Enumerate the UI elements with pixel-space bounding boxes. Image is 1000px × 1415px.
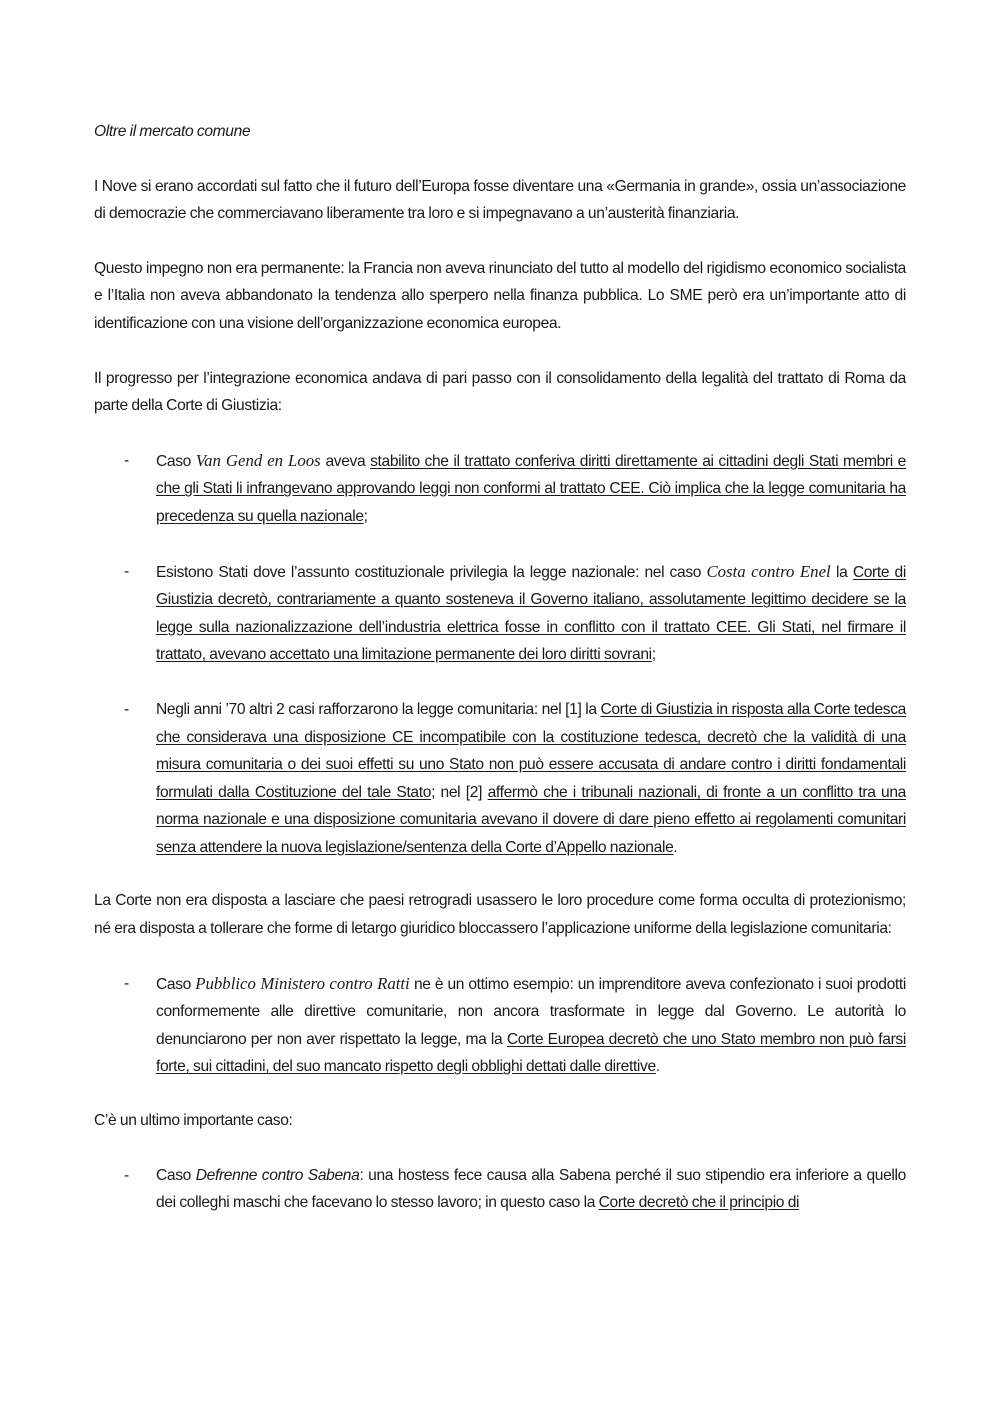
paragraph-2: Questo impegno non era permanente: la Francia non aveva rinunciato del tutto al modello del rigidismo economico socialista e l’Italia non aveva abbandonato la tendenza allo sperpero nella finanza pubblica. Lo SME però era un’importante atto di identificazione con una visione dell’organizzazione economica europea. bbox=[94, 259, 906, 332]
list-dash: - bbox=[124, 974, 129, 992]
underlined-text: stabilito che il trattato conferiva diritti direttamente ai cittadini degli Stati membri e che gli Stati li infrangevano approvando leggi non conformi al trattato CEE. Ciò implica che la legge comunitaria ha precedenza su quella nazionale bbox=[156, 452, 906, 525]
underlined-text: Corte di Giustizia decretò, contrariamente a quanto sosteneva il Governo italiano, assolutamente legittimo decidere se la legge sulla nazionalizzazione dell’industria elettrica fosse in conflitto con il trattato CEE. Gli Stati, nel firmare il trattato, avevano accettato una limitazione permanente dei loro diritti sovrani bbox=[156, 563, 906, 664]
defrenne-case-list bbox=[94, 1162, 906, 1217]
list-item-costa-enel bbox=[94, 558, 906, 669]
list-item-ratti bbox=[94, 970, 906, 1081]
case-name: Defrenne contro Sabena bbox=[195, 1166, 360, 1184]
underlined-text: affermò che i tribunali nazionali, di fronte a un conflitto tra una norma nazionale e una disposizione comunitaria avevano il dovere di dare pieno effetto ai regolamenti comunitari senza attendere la nuova legislazione/sentenza della Corte d’Appello nazionale bbox=[156, 783, 906, 856]
item-text: Caso bbox=[156, 452, 196, 470]
item-text: aveva bbox=[320, 452, 371, 470]
item-text: Esistono Stati dove l’assunto costituzionale privilegia la legge nazionale: nel caso bbox=[156, 563, 707, 581]
item-text: ne è un ottimo esempio: un imprenditore aveva confezionato i suoi prodotti conformemente alle direttive comunitarie, non ancora trasformate in legge dal Governo. Le autorità lo denunciarono per non aver rispettato la legge, ma la bbox=[156, 975, 906, 1048]
list-dash: - bbox=[124, 451, 129, 469]
underlined-text: Corte decretò che il principio di bbox=[598, 1194, 800, 1212]
item-text: ; bbox=[651, 646, 656, 664]
list-dash: - bbox=[124, 1166, 129, 1184]
section-heading: Oltre il mercato comune bbox=[94, 123, 251, 140]
underlined-text: Corte Europea decretò che uno Stato membro non può farsi forte, sui cittadini, del suo mancato rispetto degli obblighi dettati dalle direttive bbox=[156, 1030, 906, 1076]
item-text: Negli anni ’70 altri 2 casi rafforzarono la legge comunitaria: nel [1] la bbox=[156, 700, 601, 718]
ratti-case-list bbox=[94, 970, 906, 1081]
item-text: ; bbox=[363, 507, 368, 525]
item-text: . bbox=[655, 1058, 660, 1076]
list-dash: - bbox=[124, 700, 129, 718]
document-page bbox=[94, 118, 906, 1243]
list-item-van-gend bbox=[94, 447, 906, 531]
paragraph-1: I Nove si erano accordati sul fatto che il futuro dell’Europa fosse diventare una «Germania in grande», ossia un’associazione di democrazie che commerciavano liberamente tra loro e si impegnavano a un’austerità finanziaria. bbox=[94, 177, 906, 223]
underlined-text: Corte di Giustizia in risposta alla Corte tedesca che considerava una disposizione CE incompatibile con la costituzione tedesca, decretò che la validità di una misura comunitaria o dei suoi effetti su uno Stato non può essere accusata di andare contro i diritti fondamentali formulati dalla Costituzione del tale Stato bbox=[156, 700, 907, 801]
paragraph-5: C’è un ultimo importante caso: bbox=[94, 1112, 293, 1130]
item-text: ; nel [2] bbox=[431, 783, 488, 801]
case-name: Costa contro Enel bbox=[706, 561, 831, 581]
list-item-defrenne bbox=[94, 1162, 906, 1217]
item-text: Caso bbox=[156, 975, 196, 993]
paragraph-4: La Corte non era disposta a lasciare che paesi retrogradi usassero le loro procedure come forma occulta di protezionismo; né era disposta a tollerare che forme di letargo giuridico bloccassero l’applicazione uniforme della legislazione comunitaria: bbox=[94, 892, 906, 938]
case-name: Van Gend en Loos bbox=[195, 450, 321, 470]
list-item-anni-70 bbox=[94, 696, 906, 862]
item-text: : una hostess fece causa alla Sabena perché il suo stipendio era inferiore a quello dei colleghi maschi che facevano lo stesso lavoro; in questo caso la bbox=[156, 1166, 906, 1212]
item-text: la bbox=[830, 563, 853, 581]
list-dash: - bbox=[124, 562, 129, 580]
paragraph-3: Il progresso per l’integrazione economica andava di pari passo con il consolidamento della legalità del trattato di Roma da parte della Corte di Giustizia: bbox=[94, 369, 906, 415]
court-cases-list bbox=[94, 447, 906, 862]
item-text: Caso bbox=[156, 1166, 196, 1184]
case-name: Pubblico Ministero contro Ratti bbox=[195, 973, 410, 993]
item-text: . bbox=[673, 838, 678, 856]
